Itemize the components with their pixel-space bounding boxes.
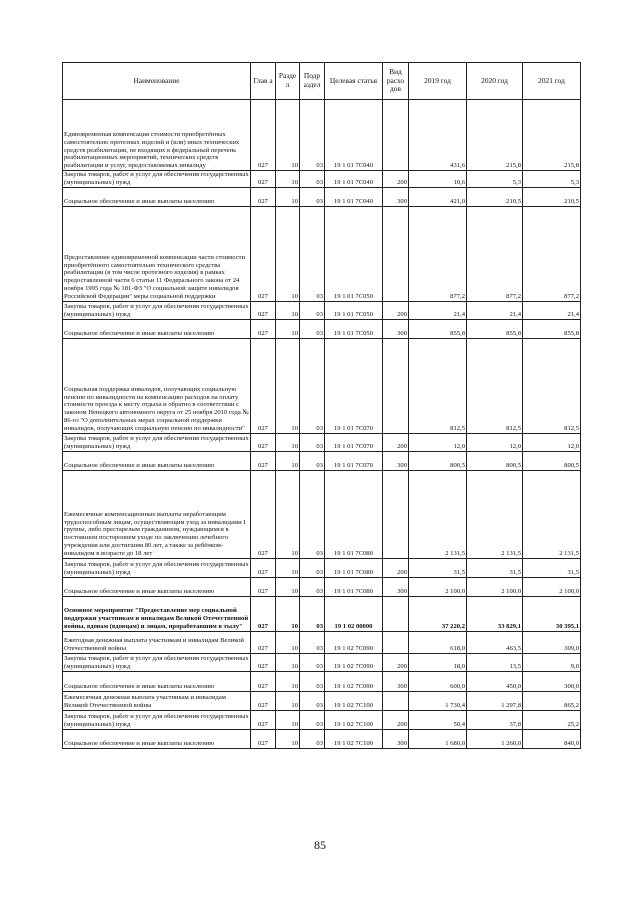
row-target-article: 19 1 02 00000 [325, 596, 383, 631]
row-target-article: 19 1 01 7С040 [325, 171, 383, 188]
row-razdel: 10 [276, 206, 300, 301]
row-glava: 027 [251, 451, 276, 470]
budget-table [62, 62, 581, 749]
row-amount-2020: 215,8 [467, 100, 523, 171]
row-expense-type [383, 100, 409, 171]
row-name: Социальное обеспечение и иные выплаты населению [63, 729, 251, 748]
row-glava: 027 [251, 100, 276, 171]
row-expense-type: 200 [383, 710, 409, 729]
row-amount-2020: 33 829,1 [467, 596, 523, 631]
table-row [63, 710, 581, 729]
row-amount-2020: 800,5 [467, 451, 523, 470]
row-razdel: 10 [276, 691, 300, 710]
row-glava: 027 [251, 729, 276, 748]
row-name: Закупка товаров, работ и услуг для обеспечения государственных (муниципальных) нужд [64, 171, 249, 186]
row-amount-2019: 50,4 [409, 710, 467, 729]
row-amount-2019: 10,6 [409, 171, 467, 188]
row-amount-2020: 877,2 [467, 206, 523, 301]
row-glava: 027 [251, 671, 276, 691]
row-target-article: 19 1 01 7С050 [325, 206, 383, 301]
row-amount-2020: 1 260,0 [467, 729, 523, 748]
row-amount-2020: 12,0 [467, 433, 523, 451]
row-amount-2020: 812,5 [467, 338, 523, 433]
row-razdel: 10 [276, 171, 300, 188]
row-podrazdel: 03 [300, 187, 325, 206]
table-row [63, 691, 581, 710]
row-target-article: 19 1 02 7С090 [325, 671, 383, 691]
row-glava: 027 [251, 206, 276, 301]
row-expense-type: 200 [383, 558, 409, 577]
header-name: Наименование [63, 63, 251, 100]
table-row [63, 631, 581, 653]
row-target-article: 19 1 01 7С080 [325, 577, 383, 596]
table-row [63, 100, 581, 171]
row-razdel: 10 [276, 710, 300, 729]
row-podrazdel: 03 [300, 729, 325, 748]
header-target-article: Целевая статья [325, 63, 383, 100]
row-glava: 027 [251, 710, 276, 729]
row-razdel: 10 [276, 319, 300, 338]
row-amount-2021: 21,4 [523, 301, 581, 319]
page-number: 85 [314, 838, 326, 852]
row-glava: 027 [251, 691, 276, 710]
table-row [63, 301, 581, 319]
row-name: Единовременная компенсация стоимости приобретённых самостоятельно протезных изделий и (или) иных технических средств реабилитации, не входящих в федеральный перечень реабилитационных мероприятий, технических средств реабилитации и услуг, предоставляемых инвалиду [63, 100, 251, 171]
row-razdel: 10 [276, 596, 300, 631]
row-name: Закупка товаров, работ и услуг для обеспечения государственных (муниципальных) нужд [64, 303, 249, 318]
row-target-article: 19 1 01 7С070 [325, 433, 383, 451]
row-amount-2021: 210,5 [523, 187, 581, 206]
row-amount-2021: 877,2 [523, 206, 581, 301]
table-row [63, 729, 581, 748]
row-razdel: 10 [276, 558, 300, 577]
row-name: Закупка товаров, работ и услуг для обеспечения государственных (муниципальных) нужд [63, 710, 251, 729]
row-podrazdel: 03 [300, 631, 325, 653]
row-expense-type [383, 691, 409, 710]
table-row [63, 596, 581, 631]
row-podrazdel: 03 [300, 433, 325, 451]
row-expense-type: 300 [383, 729, 409, 748]
row-name: Закупка товаров, работ и услуг для обеспечения государственных (муниципальных) нужд [64, 435, 249, 450]
row-amount-2019: 812,5 [409, 338, 467, 433]
row-amount-2020: 450,0 [467, 671, 523, 691]
row-expense-type [383, 470, 409, 558]
row-amount-2019: 31,5 [409, 558, 467, 577]
row-glava: 027 [251, 653, 276, 671]
row-razdel: 10 [276, 631, 300, 653]
row-name: Социальное обеспечение и иные выплаты населению [63, 451, 251, 470]
row-glava: 027 [251, 187, 276, 206]
row-glava: 027 [251, 319, 276, 338]
row-amount-2019: 855,8 [409, 319, 467, 338]
row-name: Социальное обеспечение и иные выплаты населению [63, 577, 251, 596]
row-glava: 027 [251, 171, 276, 188]
table-row [63, 433, 581, 451]
row-expense-type: 200 [383, 433, 409, 451]
row-amount-2020: 1 297,8 [467, 691, 523, 710]
table-row [63, 171, 581, 188]
row-razdel: 10 [276, 729, 300, 748]
row-podrazdel: 03 [300, 451, 325, 470]
row-amount-2020: 463,5 [467, 631, 523, 653]
row-razdel: 10 [276, 470, 300, 558]
row-expense-type: 300 [383, 319, 409, 338]
row-expense-type: 300 [383, 187, 409, 206]
row-amount-2021: 215,8 [523, 100, 581, 171]
row-target-article: 19 1 01 7С050 [325, 301, 383, 319]
row-podrazdel: 03 [300, 577, 325, 596]
row-target-article: 19 1 02 7С090 [325, 653, 383, 671]
row-amount-2019: 2 131,5 [409, 470, 467, 558]
row-glava: 027 [251, 577, 276, 596]
table-row [63, 206, 581, 301]
header-year-2020: 2020 год [467, 63, 523, 100]
table-row [63, 338, 581, 433]
row-amount-2019: 1 680,0 [409, 729, 467, 748]
row-podrazdel: 03 [300, 710, 325, 729]
row-amount-2021: 855,8 [523, 319, 581, 338]
row-name: Закупка товаров, работ и услуг для обеспечения государственных (муниципальных) нужд [64, 655, 249, 670]
row-podrazdel: 03 [300, 653, 325, 671]
row-podrazdel: 03 [300, 171, 325, 188]
row-podrazdel: 03 [300, 100, 325, 171]
table-row [63, 671, 581, 691]
row-glava: 027 [251, 301, 276, 319]
row-amount-2021: 2 131,5 [523, 470, 581, 558]
row-target-article: 19 1 02 7С100 [325, 691, 383, 710]
header-year-2021: 2021 год [523, 63, 581, 100]
row-target-article: 19 1 02 7С090 [325, 631, 383, 653]
row-name: Основное мероприятие "Предоставление мер социальной поддержки участникам и инвалидам Великой Отечественной войны, вдовам (вдовцам) и лицам, проработавшим в тылу" [63, 596, 251, 631]
row-name: Социальное обеспечение и иные выплаты населению [63, 671, 251, 691]
row-amount-2019: 618,0 [409, 631, 467, 653]
row-razdel: 10 [276, 100, 300, 171]
row-target-article: 19 1 01 7С040 [325, 187, 383, 206]
row-amount-2021: 12,0 [523, 433, 581, 451]
row-name: Социальное обеспечение и иные выплаты населению [63, 187, 251, 206]
row-expense-type: 200 [383, 171, 409, 188]
row-amount-2021: 800,5 [523, 451, 581, 470]
row-amount-2021: 31,5 [523, 558, 581, 577]
row-target-article: 19 1 01 7С080 [325, 558, 383, 577]
row-amount-2021: 840,0 [523, 729, 581, 748]
row-amount-2019: 12,0 [409, 433, 467, 451]
table-row [63, 653, 581, 671]
row-name: Социальное обеспечение и иные выплаты населению [63, 319, 251, 338]
row-amount-2019: 1 730,4 [409, 691, 467, 710]
row-target-article: 19 1 01 7С040 [325, 100, 383, 171]
table-row [63, 577, 581, 596]
row-razdel: 10 [276, 338, 300, 433]
row-target-article: 19 1 01 7С080 [325, 470, 383, 558]
row-expense-type: 200 [383, 301, 409, 319]
row-glava: 027 [251, 470, 276, 558]
row-amount-2019: 2 100,0 [409, 577, 467, 596]
row-amount-2021: 5,3 [523, 171, 581, 188]
header-razdel: Разде л [276, 63, 300, 100]
row-amount-2020: 2 100,0 [467, 577, 523, 596]
row-amount-2019: 37 220,2 [409, 596, 467, 631]
row-target-article: 19 1 02 7С100 [325, 710, 383, 729]
header-row [63, 63, 581, 100]
row-glava: 027 [251, 433, 276, 451]
row-glava: 027 [251, 631, 276, 653]
row-amount-2019: 600,0 [409, 671, 467, 691]
row-razdel: 10 [276, 301, 300, 319]
table-header [63, 63, 581, 100]
row-podrazdel: 03 [300, 470, 325, 558]
row-expense-type: 300 [383, 577, 409, 596]
row-expense-type [383, 596, 409, 631]
row-amount-2021: 2 100,0 [523, 577, 581, 596]
row-amount-2019: 18,0 [409, 653, 467, 671]
row-name: Ежемесячные компенсационные выплаты неработающим трудоспособным лицам, осуществляющим уход за инвалидами I группы, либо престарелым гражданином, нуждающимся в постоянном постороннем уходе по заключению лечебного учреждения или достигшим 80 лет, а также за ребёнком-инвалидом в возрасте до 18 лет [63, 470, 251, 558]
row-target-article: 19 1 02 7С100 [325, 729, 383, 748]
row-expense-type [383, 338, 409, 433]
row-podrazdel: 03 [300, 558, 325, 577]
row-podrazdel: 03 [300, 338, 325, 433]
row-razdel: 10 [276, 653, 300, 671]
row-target-article: 19 1 01 7С070 [325, 338, 383, 433]
header-year-2019: 2019 год [409, 63, 467, 100]
row-razdel: 10 [276, 187, 300, 206]
row-razdel: 10 [276, 433, 300, 451]
row-glava: 027 [251, 596, 276, 631]
row-expense-type [383, 631, 409, 653]
header-glava: Глав а [251, 63, 276, 100]
row-amount-2019: 431,6 [409, 100, 467, 171]
row-amount-2021: 30 395,1 [523, 596, 581, 631]
row-amount-2021: 865,2 [523, 691, 581, 710]
row-podrazdel: 03 [300, 301, 325, 319]
row-name: Закупка товаров, работ и услуг для обеспечения государственных (муниципальных) нужд [63, 558, 251, 577]
row-glava: 027 [251, 558, 276, 577]
row-expense-type: 300 [383, 671, 409, 691]
row-amount-2019: 800,5 [409, 451, 467, 470]
row-name: Ежегодная денежная выплата участникам и инвалидам Великой Отечественной войны [63, 631, 251, 653]
row-amount-2020: 5,3 [467, 171, 523, 188]
row-amount-2020: 37,8 [467, 710, 523, 729]
row-amount-2021: 812,5 [523, 338, 581, 433]
row-target-article: 19 1 01 7С050 [325, 319, 383, 338]
row-expense-type: 300 [383, 451, 409, 470]
table-body [63, 100, 581, 749]
row-amount-2021: 300,0 [523, 671, 581, 691]
row-glava: 027 [251, 338, 276, 433]
row-podrazdel: 03 [300, 671, 325, 691]
table-row [63, 451, 581, 470]
row-amount-2020: 31,5 [467, 558, 523, 577]
table-row [63, 470, 581, 558]
row-amount-2019: 877,2 [409, 206, 467, 301]
row-amount-2019: 21,4 [409, 301, 467, 319]
row-amount-2020: 210,5 [467, 187, 523, 206]
table-row [63, 319, 581, 338]
row-razdel: 10 [276, 577, 300, 596]
row-amount-2020: 13,5 [467, 653, 523, 671]
row-amount-2021: 309,0 [523, 631, 581, 653]
row-amount-2021: 25,2 [523, 710, 581, 729]
row-podrazdel: 03 [300, 206, 325, 301]
row-name: Ежемесячная денежная выплата участникам и инвалидам Великой Отечественной войны [63, 691, 251, 710]
row-podrazdel: 03 [300, 319, 325, 338]
row-podrazdel: 03 [300, 596, 325, 631]
header-podrazdel: Подр аздел [300, 63, 325, 100]
row-target-article: 19 1 01 7С070 [325, 451, 383, 470]
header-expense-type: Вид расхо дов [383, 63, 409, 100]
table-row [63, 558, 581, 577]
row-podrazdel: 03 [300, 691, 325, 710]
row-amount-2020: 2 131,5 [467, 470, 523, 558]
row-expense-type: 200 [383, 653, 409, 671]
row-razdel: 10 [276, 451, 300, 470]
row-razdel: 10 [276, 671, 300, 691]
row-name: Предоставление единовременной компенсации части стоимости приобретённого самостоятельно технического средства реабилитации (в том числе протезного изделия) в рамках предоставленной части 6 статьи 11 Федерального закона от 24 ноября 1995 года № 181-ФЗ "О социальной защите инвалидов Российской Федерации" меры социальной поддержки [63, 206, 251, 301]
row-amount-2020: 855,8 [467, 319, 523, 338]
row-expense-type [383, 206, 409, 301]
row-name: Социальная поддержка инвалидов, получающих социальную пенсию по инвалидности на компенсацию расходов на оплату стоимости проезда к месту отдыха и обратно в соответствии с законом Ненецкого автономного округа от 25 ноября 2010 года № 86-оз "О дополнительных мерах социальной поддержки инвалидов, получающих социальную пенсию по инвалидности" [63, 338, 251, 433]
table-row [63, 187, 581, 206]
row-amount-2021: 9,0 [523, 653, 581, 671]
row-amount-2020: 21,4 [467, 301, 523, 319]
row-amount-2019: 421,0 [409, 187, 467, 206]
